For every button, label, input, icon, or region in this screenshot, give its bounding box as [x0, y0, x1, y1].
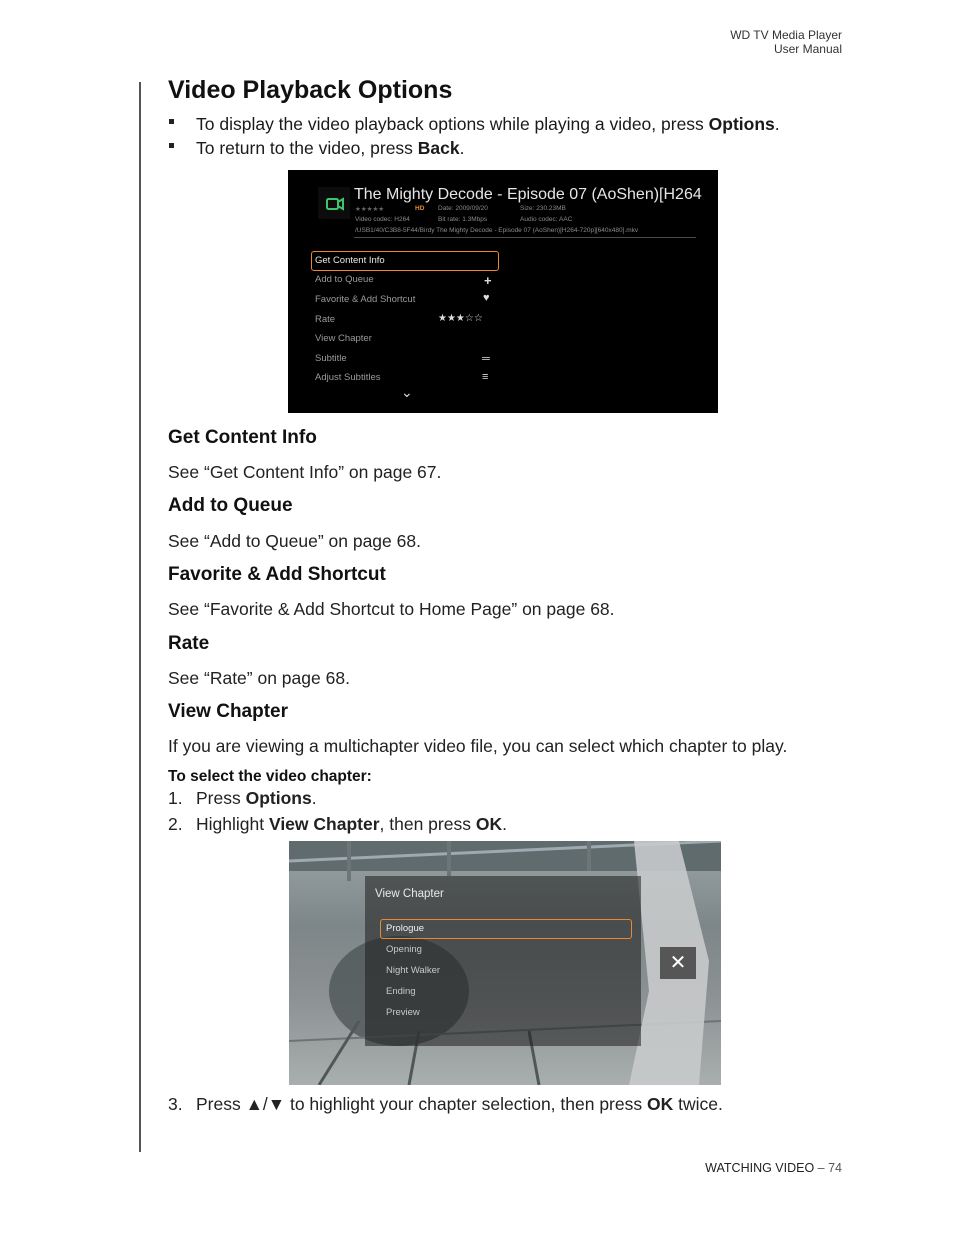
page-footer: WATCHING VIDEO – 74 [705, 1161, 842, 1175]
bullet-marker [169, 143, 174, 148]
section-heading: Favorite & Add Shortcut [168, 564, 386, 585]
running-header [730, 28, 842, 56]
hd-badge: HD [415, 205, 425, 212]
close-icon[interactable]: ✕ [660, 947, 696, 979]
video-title: The Mighty Decode - Episode 07 (AoShen)[H264 [354, 186, 702, 203]
menu-item-view-chapter[interactable]: View Chapter [315, 333, 372, 344]
adjust-subtitles-icon: ≡ [482, 371, 489, 383]
header-doc-type: User Manual [773, 42, 842, 56]
menu-item-add-to-queue[interactable]: Add to Queue [315, 274, 374, 285]
chapter-item-opening[interactable]: Opening [386, 944, 422, 955]
heart-icon: ♥ [483, 292, 490, 304]
section-heading: Add to Queue [168, 495, 293, 516]
page-number: 74 [828, 1161, 842, 1175]
section-text: See “Rate” on page 68. [168, 668, 350, 688]
bullet-marker [169, 119, 174, 124]
meta-video-codec: Video codec: H264 [355, 216, 410, 223]
header-product: WD TV Media Player [730, 28, 842, 42]
divider [354, 237, 696, 238]
margin-rule [139, 82, 141, 1152]
section-heading: Rate [168, 633, 210, 654]
meta-date: Date: 2009/09/20 [438, 205, 488, 212]
menu-item-get-content-info[interactable]: Get Content Info [315, 255, 385, 266]
page-title: Video Playback Options [168, 76, 453, 104]
chapter-item-night-walker[interactable]: Night Walker [386, 965, 441, 976]
step-number: 3. [168, 1094, 183, 1114]
section-text: If you are viewing a multichapter video file, you can select which chapter to play. [168, 736, 788, 756]
chapter-dialog [365, 876, 641, 1046]
dialog-title: View Chapter [375, 888, 444, 900]
section-text: See “Add to Queue” on page 68. [168, 531, 421, 551]
plus-icon: + [484, 273, 492, 288]
meta-size: Size: 230.23MB [520, 205, 566, 212]
video-camera-icon [318, 187, 350, 219]
step-number: 1. [168, 788, 183, 808]
rating-stars-meta: ★★★★★ [355, 206, 385, 213]
playback-options-screenshot [288, 170, 718, 413]
section-text: See “Get Content Info” on page 67. [168, 462, 442, 482]
menu-item-favorite-shortcut[interactable]: Favorite & Add Shortcut [315, 294, 416, 305]
chapter-item-prologue[interactable]: Prologue [386, 923, 425, 934]
menu-item-adjust-subtitles[interactable]: Adjust Subtitles [315, 372, 381, 383]
meta-audio-codec: Audio codec: AAC [520, 216, 573, 223]
chapter-item-preview[interactable]: Preview [386, 1007, 420, 1018]
rating-stars-icon: ★★★☆☆ [438, 313, 483, 324]
meta-bit-rate: Bit rate: 1.3Mbps [438, 216, 488, 223]
chapter-item-ending[interactable]: Ending [386, 986, 416, 997]
menu-item-rate[interactable]: Rate [315, 314, 336, 325]
meta-file-path: /USB1/40/C3B8-5F44/Birdy The Mighty Decode - Episode 07 (AoShen)[H264-720p][640x480].mkv [355, 227, 639, 234]
section-text: See “Favorite & Add Shortcut to Home Page” on page 68. [168, 599, 615, 619]
view-chapter-screenshot [289, 841, 721, 1085]
step-number: 2. [168, 814, 183, 834]
chevron-down-icon[interactable]: ⌄ [401, 384, 413, 400]
section-heading: View Chapter [168, 701, 289, 722]
procedure-title: To select the video chapter: [168, 768, 372, 785]
menu-item-subtitle[interactable]: Subtitle [315, 353, 347, 364]
video-file-icon [318, 187, 350, 219]
footer-section: WATCHING VIDEO [705, 1161, 815, 1175]
section-heading: Get Content Info [168, 427, 317, 448]
subtitle-icon: ═ [482, 353, 490, 365]
